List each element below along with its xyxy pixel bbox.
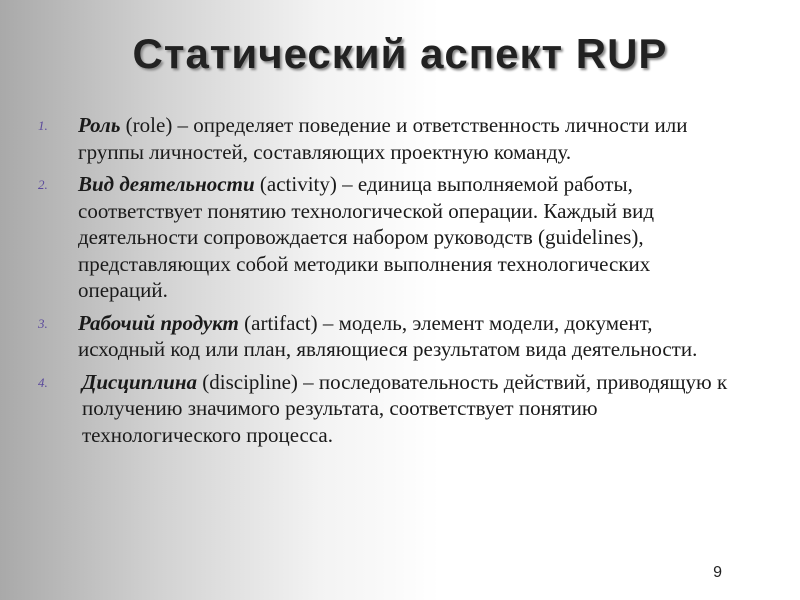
list-item-term: Рабочий продукт <box>78 310 239 335</box>
list-item-number: 1. <box>38 118 48 133</box>
numbered-list <box>38 112 738 454</box>
list-item-text: (artifact) – модель, элемент модели, документ, исходный код или план, являющиеся результатом вида деятельности. <box>78 310 698 361</box>
list-item <box>38 369 738 449</box>
list-item-text: (activity) – единица выполняемой работы, соответствует понятию технологической операции. Каждый вид деятельности сопровождается набором руководств (guidelines), представляющих собой методики выполнения технологических операций. <box>78 172 655 302</box>
list-item-number: 4. <box>38 374 48 390</box>
list-item-term: Роль <box>78 113 121 137</box>
slide-title: Статический аспект RUP <box>132 30 668 77</box>
list-item-number: 2. <box>38 177 48 192</box>
list-item <box>38 112 738 165</box>
list-item-term: Вид деятельности <box>78 172 255 196</box>
page-number: 9 <box>713 564 722 581</box>
list-item-number: 3. <box>38 315 48 331</box>
list-item <box>38 171 738 304</box>
list-item-text: (discipline) – последовательность действий, приводящую к получению значимого результата, соответствует понятию технологического процесса. <box>82 369 728 447</box>
list-item <box>38 310 738 363</box>
list-item-text: (role) – определяет поведение и ответственность личности или группы личностей, составляющих проектную команду. <box>78 113 688 164</box>
list-item-term: Дисциплина <box>82 369 197 394</box>
